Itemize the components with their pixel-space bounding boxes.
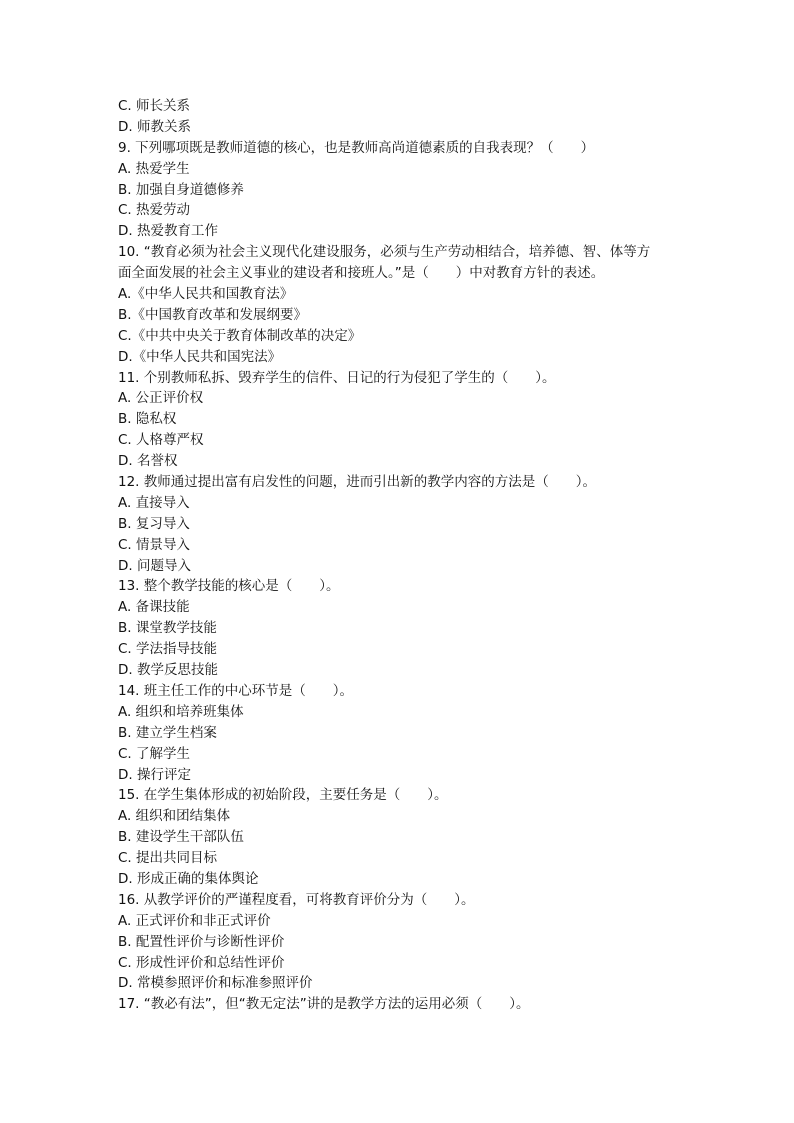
option-line: C. 师长关系 (118, 98, 191, 114)
option-line: A. 正式评价和非正式评价 (118, 912, 271, 929)
option-line: C.《中共中央关于教育体制改革的决定》 (118, 327, 362, 344)
option-line: B. 隐私权 (118, 411, 177, 428)
option-line: B.《中国教育改革和发展纲要》 (118, 306, 308, 323)
question-line: 17. “教必有法”，但“教无定法”讲的是教学方法的运用必须（ ）。 (118, 996, 530, 1013)
question-line: 11. 个别教师私拆、毁弃学生的信件、日记的行为侵犯了学生的（ ）。 (118, 369, 556, 386)
option-line: D.《中华人民共和国宪法》 (118, 348, 282, 365)
option-line: D. 形成正确的集体舆论 (118, 870, 259, 887)
question-line: 12. 教师通过提出富有启发性的问题，进而引出新的教学内容的方法是（ ）。 (118, 474, 597, 491)
option-line: A. 备课技能 (118, 599, 190, 616)
question-line: 14. 班主任工作的中心环节是（ ）。 (118, 682, 354, 699)
option-line: B. 配置性评价与诊断性评价 (118, 933, 285, 950)
option-line: B. 建设学生干部队伍 (118, 829, 244, 846)
question-line: 13. 整个教学技能的核心是（ ）。 (118, 578, 340, 595)
option-line: C. 人格尊严权 (118, 432, 204, 449)
option-line: D. 热爱教育工作 (118, 223, 218, 240)
option-line: B. 复习导入 (118, 515, 190, 532)
option-line: A. 组织和培养班集体 (118, 703, 244, 720)
question-line: 9. 下列哪项既是教师道德的核心，也是教师高尚道德素质的自我表现？（ ） (118, 139, 595, 156)
option-line: D. 常模参照评价和标准参照评价 (118, 975, 313, 992)
option-line: B. 建立学生档案 (118, 724, 217, 741)
question-line: 16. 从教学评价的严谨程度看，可将教育评价分为（ ）。 (118, 891, 475, 908)
option-line: A. 热爱学生 (118, 160, 190, 177)
option-line: A.《中华人民共和国教育法》 (118, 286, 294, 303)
option-line: D. 名誉权 (118, 453, 178, 470)
question-line: 10. “教育必须为社会主义现代化建设服务，必须与生产劳动相结合，培养德、智、体等方 (118, 244, 651, 261)
option-line: D. 问题导入 (118, 557, 191, 574)
option-line: C. 了解学生 (118, 745, 191, 762)
option-line: C. 热爱劳动 (118, 202, 191, 219)
option-line: A. 直接导入 (118, 494, 190, 511)
option-line: B. 课堂教学技能 (118, 620, 217, 637)
option-line: C. 提出共同目标 (118, 850, 218, 867)
option-line: C. 学法指导技能 (118, 641, 218, 658)
option-line: C. 情景导入 (118, 536, 191, 553)
question-line: 15. 在学生集体形成的初始阶段，主要任务是（ ）。 (118, 787, 448, 804)
option-line: D. 操行评定 (118, 766, 191, 783)
option-line: C. 形成性评价和总结性评价 (118, 954, 285, 971)
option-line: A. 组织和团结集体 (118, 808, 231, 825)
option-line: A. 公正评价权 (118, 390, 204, 407)
option-line: D. 教学反思技能 (118, 662, 218, 679)
option-line: D. 师教关系 (118, 118, 191, 135)
question-list (118, 96, 678, 1015)
question-line-continued: 面全面发展的社会主义事业的建设者和接班人。”是（ ）中对教育方针的表述。 (118, 265, 605, 282)
option-line: B. 加强自身道德修养 (118, 181, 244, 198)
